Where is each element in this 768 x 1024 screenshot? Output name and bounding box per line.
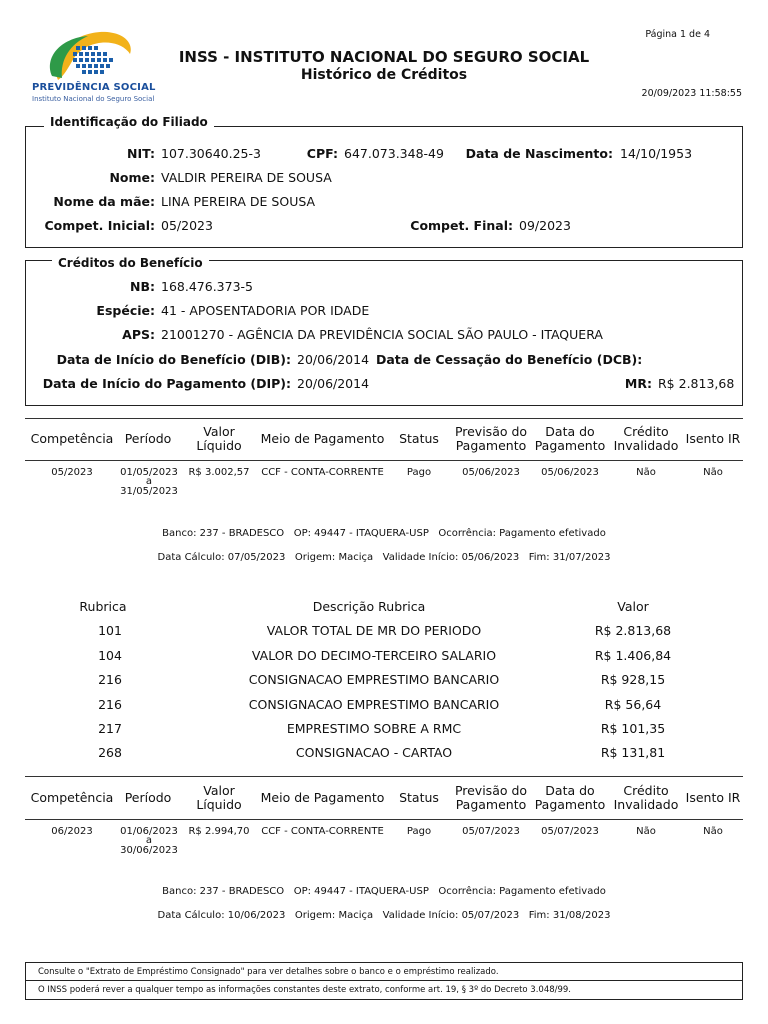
- dcb-label: Data de Cessação do Benefício (DCB):: [376, 352, 643, 367]
- nit-label: NIT:: [127, 146, 155, 161]
- mother-name-value: LINA PEREIRA DE SOUSA: [161, 194, 316, 209]
- beneficio-legend: Créditos do Benefício: [52, 256, 209, 270]
- col-isento: Isento IR: [685, 790, 741, 805]
- nb-label: NB:: [130, 279, 155, 294]
- dip-value: 20/06/2014: [297, 376, 370, 391]
- col-valor: [183, 784, 255, 812]
- aps-label: APS:: [122, 327, 155, 342]
- credit-periodo-fim: 30/06/2023: [120, 845, 178, 856]
- credit-periodo-fim: 31/05/2023: [120, 486, 178, 497]
- col-previsao-line2: Pagamento: [455, 797, 527, 812]
- credit-calc-line: Data Cálculo: 10/06/2023 Origem: Maciça Validade Início: 05/07/2023 Fim: 31/08/2023: [157, 910, 611, 921]
- rubrica-valor: R$ 101,35: [600, 721, 666, 736]
- col-previsao-line1: Previsão do: [454, 424, 528, 439]
- col-invalidado-line1: Crédito: [623, 783, 669, 798]
- nit-value: 107.30640.25-3: [161, 146, 261, 161]
- col-meio: Meio de Pagamento: [260, 431, 385, 446]
- rubrica-code: 104: [98, 648, 122, 663]
- col-invalidado: [610, 425, 682, 453]
- rubrica-desc: CONSIGNACAO EMPRESTIMO BANCARIO: [248, 672, 500, 687]
- credit-status: Pago: [406, 826, 432, 837]
- rubrica-valor: R$ 928,15: [600, 672, 666, 687]
- rubrica-valor-header: Valor: [617, 599, 649, 614]
- rubrica-header: Rubrica: [79, 599, 127, 614]
- credit-periodo: [114, 826, 184, 856]
- credit-invalidado: Não: [636, 826, 656, 837]
- table-header-rule: [25, 460, 743, 461]
- rubrica-valor: R$ 131,81: [600, 745, 666, 760]
- col-valor-line2: Líquido: [196, 438, 242, 453]
- credit-previsao: 05/07/2023: [462, 826, 520, 837]
- col-periodo: Período: [124, 431, 172, 446]
- col-previsao: [450, 784, 532, 812]
- col-periodo: Período: [124, 790, 172, 805]
- footer-note-1: Consulte o "Extrato de Empréstimo Consignado" para ver detalhes sobre o banco e o empréstimo realizado.: [26, 963, 742, 981]
- rubrica-desc: CONSIGNACAO EMPRESTIMO BANCARIO: [248, 697, 500, 712]
- col-data-pag: [530, 784, 610, 812]
- credit-data-pag: 05/06/2023: [541, 467, 599, 478]
- compet-initial-value: 05/2023: [161, 218, 213, 233]
- credit-calc-line: Data Cálculo: 07/05/2023 Origem: Maciça Validade Início: 05/06/2023 Fim: 31/07/2023: [157, 552, 611, 563]
- col-data-pag-line2: Pagamento: [534, 797, 606, 812]
- credit-valor: R$ 2.994,70: [188, 826, 250, 837]
- col-status: Status: [399, 790, 439, 805]
- col-previsao-line1: Previsão do: [454, 783, 528, 798]
- credit-meio: CCF - CONTA-CORRENTE: [261, 467, 384, 478]
- col-invalidado: [610, 784, 682, 812]
- col-data-pag-line1: Data do: [545, 783, 595, 798]
- name-label: Nome:: [109, 170, 155, 185]
- compet-final-value: 09/2023: [519, 218, 571, 233]
- especie-value: 41 - APOSENTADORIA POR IDADE: [161, 303, 370, 318]
- credit-bank-line: Banco: 237 - BRADESCO OP: 49447 - ITAQUERA-USP Ocorrência: Pagamento efetivado: [162, 528, 606, 539]
- credit-meio: CCF - CONTA-CORRENTE: [261, 826, 384, 837]
- rubrica-desc-header: Descrição Rubrica: [312, 599, 426, 614]
- page-number: Página 1 de 4: [645, 29, 710, 40]
- cpf-value: 647.073.348-49: [344, 146, 444, 161]
- birthdate-value: 14/10/1953: [620, 146, 693, 161]
- document-subtitle: Histórico de Créditos: [300, 67, 468, 83]
- rubrica-desc: EMPRESTIMO SOBRE A RMC: [286, 721, 462, 736]
- cpf-label: CPF:: [306, 146, 338, 161]
- col-meio: Meio de Pagamento: [260, 790, 385, 805]
- issue-datetime: 20/09/2023 11:58:55: [641, 88, 742, 99]
- col-invalidado-line1: Crédito: [623, 424, 669, 439]
- rubrica-desc: VALOR TOTAL DE MR DO PERIODO: [266, 623, 482, 638]
- mr-label: MR:: [624, 376, 652, 391]
- dib-label: Data de Início do Benefício (DIB):: [56, 352, 291, 367]
- col-status: Status: [399, 431, 439, 446]
- name-value: VALDIR PEREIRA DE SOUSA: [161, 170, 332, 185]
- col-valor-line2: Líquido: [196, 797, 242, 812]
- credit-competencia: 06/2023: [51, 826, 93, 837]
- document-title: INSS - INSTITUTO NACIONAL DO SEGURO SOCIAL: [178, 48, 590, 66]
- credit-bank-line: Banco: 237 - BRADESCO OP: 49447 - ITAQUERA-USP Ocorrência: Pagamento efetivado: [162, 886, 606, 897]
- birthdate-label: Data de Nascimento:: [465, 146, 613, 161]
- mr-value: R$ 2.813,68: [658, 376, 735, 391]
- aps-value: 21001270 - AGÊNCIA DA PREVIDÊNCIA SOCIAL SÃO PAULO - ITAQUERA: [161, 327, 603, 342]
- col-previsao-line2: Pagamento: [455, 438, 527, 453]
- col-competencia: Competência: [30, 431, 114, 446]
- compet-initial-label: Compet. Inicial:: [44, 218, 155, 233]
- col-valor-line1: Valor: [203, 424, 235, 439]
- table-top-rule: [25, 418, 743, 419]
- credit-invalidado: Não: [636, 467, 656, 478]
- logo-sub-text: Instituto Nacional do Seguro Social: [32, 95, 155, 103]
- credit-isento: Não: [703, 467, 723, 478]
- dip-label: Data de Início do Pagamento (DIP):: [42, 376, 291, 391]
- credit-periodo-a: a: [145, 476, 153, 487]
- rubrica-desc: CONSIGNACAO - CARTAO: [295, 745, 453, 760]
- especie-label: Espécie:: [96, 303, 155, 318]
- credit-periodo-a: a: [145, 835, 153, 846]
- rubrica-code: 216: [98, 697, 122, 712]
- col-invalidado-line2: Invalidado: [613, 797, 679, 812]
- credit-isento: Não: [703, 826, 723, 837]
- rubrica-desc: VALOR DO DECIMO-TERCEIRO SALARIO: [251, 648, 497, 663]
- credit-previsao: 05/06/2023: [462, 467, 520, 478]
- credit-periodo: [114, 467, 184, 497]
- credit-data-pag: 05/07/2023: [541, 826, 599, 837]
- footer-note-2: O INSS poderá rever a qualquer tempo as informações constantes deste extrato, conforme art. 19, § 3º do Decreto 3.048/99.: [38, 985, 572, 995]
- rubrica-code: 216: [98, 672, 122, 687]
- logo-brand-text: PREVIDÊNCIA SOCIAL: [32, 82, 156, 93]
- dib-value: 20/06/2014: [297, 352, 370, 367]
- rubrica-valor: R$ 2.813,68: [594, 623, 672, 638]
- col-valor: [183, 425, 255, 453]
- filiado-legend: Identificação do Filiado: [44, 115, 214, 129]
- col-invalidado-line2: Invalidado: [613, 438, 679, 453]
- credit-valor: R$ 3.002,57: [188, 467, 250, 478]
- credit-status: Pago: [406, 467, 432, 478]
- credit-competencia: 05/2023: [51, 467, 93, 478]
- col-data-pag-line1: Data do: [545, 424, 595, 439]
- col-data-pag-line2: Pagamento: [534, 438, 606, 453]
- col-valor-line1: Valor: [203, 783, 235, 798]
- col-previsao: [450, 425, 532, 453]
- rubrica-valor: R$ 56,64: [604, 697, 662, 712]
- rubrica-code: 101: [98, 623, 122, 638]
- rubrica-code: 268: [98, 745, 122, 760]
- compet-final-label: Compet. Final:: [410, 218, 513, 233]
- table-header-rule: [25, 819, 743, 820]
- footer-notes: [25, 962, 743, 1000]
- col-data-pag: [530, 425, 610, 453]
- nb-value: 168.476.373-5: [161, 279, 253, 294]
- col-isento: Isento IR: [685, 431, 741, 446]
- mother-name-label: Nome da mãe:: [53, 194, 155, 209]
- credit-periodo-ini: 01/06/2023: [120, 826, 178, 837]
- rubrica-valor: R$ 1.406,84: [594, 648, 672, 663]
- table-top-rule: [25, 776, 743, 777]
- col-competencia: Competência: [30, 790, 114, 805]
- rubrica-code: 217: [98, 721, 122, 736]
- credit-periodo-ini: 01/05/2023: [120, 467, 178, 478]
